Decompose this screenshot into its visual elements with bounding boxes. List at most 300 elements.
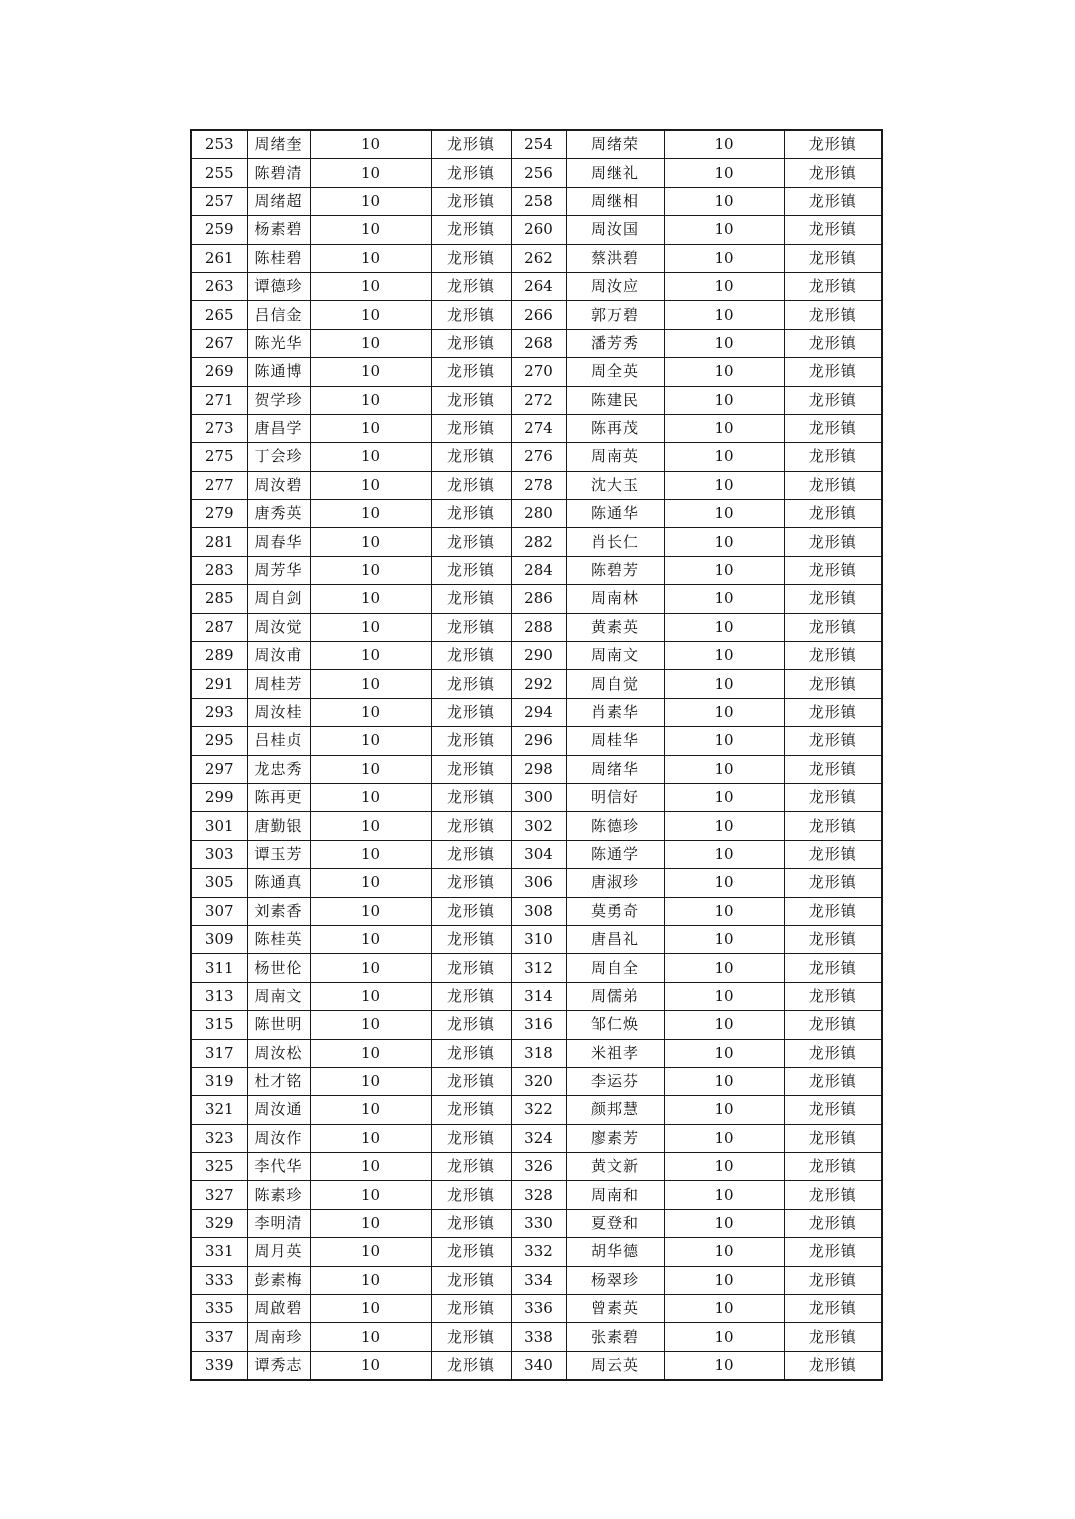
cell-seq-number: 331 [191, 1238, 247, 1266]
cell-name: 莫勇奇 [566, 897, 664, 925]
cell-town: 龙形镇 [431, 386, 511, 414]
cell-amount: 10 [664, 301, 784, 329]
cell-name: 周绪荣 [566, 130, 664, 159]
cell-amount: 10 [664, 1011, 784, 1039]
cell-town: 龙形镇 [784, 500, 882, 528]
cell-name: 丁会珍 [247, 443, 310, 471]
table-row [191, 443, 882, 471]
cell-name: 周芳华 [247, 556, 310, 584]
cell-town: 龙形镇 [431, 869, 511, 897]
cell-town: 龙形镇 [784, 1323, 882, 1351]
cell-name: 周汝作 [247, 1124, 310, 1152]
cell-name: 周南文 [247, 982, 310, 1010]
cell-amount: 10 [310, 755, 431, 783]
cell-seq-number: 289 [191, 642, 247, 670]
cell-town: 龙形镇 [784, 358, 882, 386]
cell-amount: 10 [664, 556, 784, 584]
cell-town: 龙形镇 [431, 1181, 511, 1209]
cell-town: 龙形镇 [784, 244, 882, 272]
cell-name: 周南珍 [247, 1323, 310, 1351]
cell-amount: 10 [310, 698, 431, 726]
cell-amount: 10 [310, 727, 431, 755]
cell-amount: 10 [310, 130, 431, 159]
cell-amount: 10 [310, 613, 431, 641]
cell-seq-number: 291 [191, 670, 247, 698]
cell-seq-number: 308 [511, 897, 566, 925]
cell-seq-number: 300 [511, 783, 566, 811]
table-row [191, 925, 882, 953]
table-row [191, 1323, 882, 1351]
cell-amount: 10 [664, 528, 784, 556]
cell-amount: 10 [664, 187, 784, 215]
cell-town: 龙形镇 [784, 386, 882, 414]
cell-name: 陈通学 [566, 840, 664, 868]
cell-town: 龙形镇 [784, 1181, 882, 1209]
cell-seq-number: 275 [191, 443, 247, 471]
cell-town: 龙形镇 [431, 585, 511, 613]
cell-amount: 10 [664, 869, 784, 897]
cell-town: 龙形镇 [431, 301, 511, 329]
cell-name: 周春华 [247, 528, 310, 556]
cell-amount: 10 [664, 216, 784, 244]
cell-name: 陈再更 [247, 783, 310, 811]
cell-amount: 10 [664, 130, 784, 159]
cell-amount: 10 [664, 1238, 784, 1266]
table-row [191, 358, 882, 386]
cell-town: 龙形镇 [431, 443, 511, 471]
cell-name: 周汝应 [566, 272, 664, 300]
cell-amount: 10 [664, 159, 784, 187]
cell-amount: 10 [310, 1323, 431, 1351]
cell-amount: 10 [310, 1266, 431, 1294]
cell-town: 龙形镇 [431, 1011, 511, 1039]
cell-name: 周汝觉 [247, 613, 310, 641]
cell-name: 唐勤银 [247, 812, 310, 840]
table-row [191, 1238, 882, 1266]
cell-name: 周南和 [566, 1181, 664, 1209]
cell-town: 龙形镇 [784, 301, 882, 329]
cell-name: 周自剑 [247, 585, 310, 613]
cell-name: 唐昌礼 [566, 925, 664, 953]
cell-seq-number: 339 [191, 1351, 247, 1380]
cell-seq-number: 323 [191, 1124, 247, 1152]
cell-seq-number: 253 [191, 130, 247, 159]
cell-amount: 10 [310, 216, 431, 244]
cell-name: 周南英 [566, 443, 664, 471]
cell-name: 陈再茂 [566, 414, 664, 442]
cell-town: 龙形镇 [784, 443, 882, 471]
cell-amount: 10 [664, 642, 784, 670]
roster-body [191, 130, 882, 1380]
cell-seq-number: 254 [511, 130, 566, 159]
table-row [191, 528, 882, 556]
cell-seq-number: 268 [511, 329, 566, 357]
cell-name: 蔡洪碧 [566, 244, 664, 272]
cell-seq-number: 255 [191, 159, 247, 187]
cell-town: 龙形镇 [784, 727, 882, 755]
cell-seq-number: 303 [191, 840, 247, 868]
table-row [191, 272, 882, 300]
cell-amount: 10 [664, 897, 784, 925]
table-row [191, 1209, 882, 1237]
cell-amount: 10 [310, 1209, 431, 1237]
cell-amount: 10 [310, 1039, 431, 1067]
cell-town: 龙形镇 [784, 528, 882, 556]
table-row [191, 698, 882, 726]
cell-town: 龙形镇 [431, 982, 511, 1010]
cell-town: 龙形镇 [784, 613, 882, 641]
cell-amount: 10 [664, 613, 784, 641]
cell-amount: 10 [310, 1181, 431, 1209]
cell-seq-number: 333 [191, 1266, 247, 1294]
cell-seq-number: 257 [191, 187, 247, 215]
cell-town: 龙形镇 [431, 159, 511, 187]
cell-name: 邹仁焕 [566, 1011, 664, 1039]
cell-seq-number: 295 [191, 727, 247, 755]
cell-town: 龙形镇 [784, 755, 882, 783]
table-row [191, 982, 882, 1010]
cell-amount: 10 [310, 869, 431, 897]
cell-name: 彭素梅 [247, 1266, 310, 1294]
cell-town: 龙形镇 [431, 698, 511, 726]
cell-amount: 10 [310, 1295, 431, 1323]
cell-seq-number: 272 [511, 386, 566, 414]
cell-name: 郭万碧 [566, 301, 664, 329]
table-row [191, 812, 882, 840]
cell-town: 龙形镇 [784, 1351, 882, 1380]
table-row [191, 556, 882, 584]
cell-amount: 10 [664, 1351, 784, 1380]
cell-seq-number: 274 [511, 414, 566, 442]
cell-seq-number: 270 [511, 358, 566, 386]
cell-town: 龙形镇 [784, 1096, 882, 1124]
cell-amount: 10 [664, 783, 784, 811]
cell-seq-number: 334 [511, 1266, 566, 1294]
cell-amount: 10 [310, 358, 431, 386]
cell-seq-number: 307 [191, 897, 247, 925]
cell-seq-number: 271 [191, 386, 247, 414]
cell-name: 陈碧芳 [566, 556, 664, 584]
cell-town: 龙形镇 [431, 244, 511, 272]
cell-name: 周汝甫 [247, 642, 310, 670]
cell-town: 龙形镇 [431, 130, 511, 159]
cell-town: 龙形镇 [431, 727, 511, 755]
cell-town: 龙形镇 [431, 1209, 511, 1237]
table-row [191, 1295, 882, 1323]
cell-town: 龙形镇 [784, 187, 882, 215]
cell-town: 龙形镇 [784, 414, 882, 442]
cell-seq-number: 304 [511, 840, 566, 868]
table-row [191, 159, 882, 187]
cell-seq-number: 298 [511, 755, 566, 783]
cell-town: 龙形镇 [431, 329, 511, 357]
cell-name: 夏登和 [566, 1209, 664, 1237]
cell-town: 龙形镇 [784, 1266, 882, 1294]
cell-amount: 10 [310, 670, 431, 698]
table-row [191, 187, 882, 215]
cell-town: 龙形镇 [431, 528, 511, 556]
cell-name: 贺学珍 [247, 386, 310, 414]
cell-amount: 10 [664, 982, 784, 1010]
cell-amount: 10 [664, 244, 784, 272]
cell-amount: 10 [664, 386, 784, 414]
cell-amount: 10 [664, 1153, 784, 1181]
cell-town: 龙形镇 [784, 216, 882, 244]
cell-seq-number: 337 [191, 1323, 247, 1351]
cell-name: 杨翠珍 [566, 1266, 664, 1294]
cell-town: 龙形镇 [431, 471, 511, 499]
cell-town: 龙形镇 [784, 982, 882, 1010]
cell-town: 龙形镇 [431, 1351, 511, 1380]
table-row [191, 414, 882, 442]
cell-seq-number: 290 [511, 642, 566, 670]
cell-seq-number: 332 [511, 1238, 566, 1266]
cell-amount: 10 [310, 159, 431, 187]
cell-seq-number: 296 [511, 727, 566, 755]
cell-amount: 10 [664, 1209, 784, 1237]
cell-amount: 10 [310, 1153, 431, 1181]
cell-seq-number: 281 [191, 528, 247, 556]
cell-amount: 10 [310, 329, 431, 357]
cell-name: 周桂芳 [247, 670, 310, 698]
cell-seq-number: 299 [191, 783, 247, 811]
cell-seq-number: 306 [511, 869, 566, 897]
cell-seq-number: 277 [191, 471, 247, 499]
cell-town: 龙形镇 [431, 925, 511, 953]
cell-town: 龙形镇 [431, 812, 511, 840]
cell-amount: 10 [310, 1238, 431, 1266]
cell-amount: 10 [664, 1067, 784, 1095]
cell-name: 颜邦慧 [566, 1096, 664, 1124]
cell-amount: 10 [664, 500, 784, 528]
cell-amount: 10 [664, 414, 784, 442]
table-row [191, 783, 882, 811]
cell-name: 陈世明 [247, 1011, 310, 1039]
cell-amount: 10 [310, 187, 431, 215]
cell-seq-number: 338 [511, 1323, 566, 1351]
cell-name: 周汝桂 [247, 698, 310, 726]
cell-amount: 10 [664, 840, 784, 868]
cell-name: 吕信金 [247, 301, 310, 329]
cell-amount: 10 [310, 585, 431, 613]
cell-amount: 10 [664, 358, 784, 386]
table-row [191, 1124, 882, 1152]
cell-amount: 10 [664, 755, 784, 783]
table-row [191, 1039, 882, 1067]
cell-amount: 10 [310, 954, 431, 982]
cell-seq-number: 313 [191, 982, 247, 1010]
cell-name: 周汝松 [247, 1039, 310, 1067]
table-row [191, 216, 882, 244]
cell-name: 周绪华 [566, 755, 664, 783]
cell-name: 陈通博 [247, 358, 310, 386]
cell-name: 明信好 [566, 783, 664, 811]
cell-name: 李代华 [247, 1153, 310, 1181]
cell-name: 廖素芳 [566, 1124, 664, 1152]
cell-amount: 10 [664, 1181, 784, 1209]
cell-name: 周绪奎 [247, 130, 310, 159]
cell-town: 龙形镇 [431, 1266, 511, 1294]
cell-amount: 10 [664, 954, 784, 982]
cell-seq-number: 316 [511, 1011, 566, 1039]
cell-name: 陈德珍 [566, 812, 664, 840]
cell-name: 周汝碧 [247, 471, 310, 499]
cell-town: 龙形镇 [784, 1295, 882, 1323]
cell-town: 龙形镇 [431, 1295, 511, 1323]
cell-town: 龙形镇 [784, 925, 882, 953]
table-row [191, 1011, 882, 1039]
cell-name: 周月英 [247, 1238, 310, 1266]
cell-name: 陈素珍 [247, 1181, 310, 1209]
table-row [191, 130, 882, 159]
cell-seq-number: 324 [511, 1124, 566, 1152]
cell-seq-number: 305 [191, 869, 247, 897]
cell-name: 周汝通 [247, 1096, 310, 1124]
cell-name: 谭秀志 [247, 1351, 310, 1380]
cell-seq-number: 263 [191, 272, 247, 300]
cell-amount: 10 [664, 1295, 784, 1323]
cell-name: 唐昌学 [247, 414, 310, 442]
cell-seq-number: 266 [511, 301, 566, 329]
cell-amount: 10 [310, 642, 431, 670]
cell-town: 龙形镇 [784, 1011, 882, 1039]
cell-amount: 10 [664, 698, 784, 726]
cell-town: 龙形镇 [784, 1209, 882, 1237]
cell-town: 龙形镇 [784, 1238, 882, 1266]
table-row [191, 471, 882, 499]
table-row [191, 670, 882, 698]
cell-seq-number: 330 [511, 1209, 566, 1237]
cell-seq-number: 293 [191, 698, 247, 726]
cell-seq-number: 329 [191, 1209, 247, 1237]
cell-seq-number: 284 [511, 556, 566, 584]
cell-town: 龙形镇 [431, 556, 511, 584]
cell-town: 龙形镇 [431, 1153, 511, 1181]
cell-amount: 10 [310, 1096, 431, 1124]
cell-town: 龙形镇 [784, 670, 882, 698]
cell-town: 龙形镇 [431, 1124, 511, 1152]
cell-name: 陈建民 [566, 386, 664, 414]
cell-seq-number: 336 [511, 1295, 566, 1323]
cell-seq-number: 327 [191, 1181, 247, 1209]
cell-town: 龙形镇 [784, 642, 882, 670]
cell-amount: 10 [310, 244, 431, 272]
cell-seq-number: 328 [511, 1181, 566, 1209]
cell-name: 唐淑珍 [566, 869, 664, 897]
cell-name: 胡华德 [566, 1238, 664, 1266]
cell-amount: 10 [310, 471, 431, 499]
cell-amount: 10 [664, 329, 784, 357]
cell-seq-number: 269 [191, 358, 247, 386]
table-row [191, 897, 882, 925]
cell-town: 龙形镇 [784, 954, 882, 982]
cell-amount: 10 [664, 1323, 784, 1351]
cell-amount: 10 [310, 528, 431, 556]
cell-amount: 10 [310, 925, 431, 953]
cell-town: 龙形镇 [784, 329, 882, 357]
table-row [191, 500, 882, 528]
cell-name: 肖长仁 [566, 528, 664, 556]
cell-name: 陈光华 [247, 329, 310, 357]
cell-name: 周继礼 [566, 159, 664, 187]
cell-amount: 10 [310, 783, 431, 811]
cell-seq-number: 276 [511, 443, 566, 471]
cell-town: 龙形镇 [431, 1323, 511, 1351]
cell-seq-number: 310 [511, 925, 566, 953]
cell-town: 龙形镇 [784, 130, 882, 159]
cell-seq-number: 326 [511, 1153, 566, 1181]
cell-seq-number: 273 [191, 414, 247, 442]
cell-amount: 10 [310, 982, 431, 1010]
cell-seq-number: 279 [191, 500, 247, 528]
cell-amount: 10 [664, 727, 784, 755]
table-row [191, 1181, 882, 1209]
cell-seq-number: 340 [511, 1351, 566, 1380]
cell-town: 龙形镇 [431, 783, 511, 811]
table-row [191, 386, 882, 414]
cell-town: 龙形镇 [784, 1067, 882, 1095]
cell-amount: 10 [664, 1039, 784, 1067]
table-row [191, 954, 882, 982]
cell-seq-number: 264 [511, 272, 566, 300]
cell-name: 刘素香 [247, 897, 310, 925]
cell-name: 米祖孝 [566, 1039, 664, 1067]
cell-name: 周自全 [566, 954, 664, 982]
table-row [191, 1096, 882, 1124]
cell-name: 杨世伦 [247, 954, 310, 982]
cell-town: 龙形镇 [431, 414, 511, 442]
cell-seq-number: 325 [191, 1153, 247, 1181]
cell-seq-number: 267 [191, 329, 247, 357]
cell-amount: 10 [310, 812, 431, 840]
cell-town: 龙形镇 [431, 1039, 511, 1067]
cell-name: 杜才铭 [247, 1067, 310, 1095]
cell-name: 周儒弟 [566, 982, 664, 1010]
cell-town: 龙形镇 [431, 613, 511, 641]
cell-name: 潘芳秀 [566, 329, 664, 357]
cell-name: 周绪超 [247, 187, 310, 215]
cell-amount: 10 [664, 812, 784, 840]
cell-name: 吕桂贞 [247, 727, 310, 755]
cell-town: 龙形镇 [784, 1153, 882, 1181]
cell-seq-number: 322 [511, 1096, 566, 1124]
cell-name: 沈大玉 [566, 471, 664, 499]
cell-amount: 10 [664, 1266, 784, 1294]
cell-seq-number: 294 [511, 698, 566, 726]
cell-seq-number: 315 [191, 1011, 247, 1039]
cell-seq-number: 260 [511, 216, 566, 244]
cell-name: 杨素碧 [247, 216, 310, 244]
cell-name: 陈碧清 [247, 159, 310, 187]
cell-name: 黄素英 [566, 613, 664, 641]
cell-amount: 10 [310, 556, 431, 584]
cell-seq-number: 311 [191, 954, 247, 982]
cell-seq-number: 319 [191, 1067, 247, 1095]
cell-seq-number: 301 [191, 812, 247, 840]
cell-name: 周南文 [566, 642, 664, 670]
cell-amount: 10 [310, 272, 431, 300]
cell-amount: 10 [664, 925, 784, 953]
cell-seq-number: 258 [511, 187, 566, 215]
cell-town: 龙形镇 [431, 272, 511, 300]
cell-town: 龙形镇 [784, 812, 882, 840]
cell-name: 周啟碧 [247, 1295, 310, 1323]
table-row [191, 727, 882, 755]
table-row [191, 329, 882, 357]
cell-seq-number: 318 [511, 1039, 566, 1067]
cell-name: 周汝国 [566, 216, 664, 244]
cell-name: 张素碧 [566, 1323, 664, 1351]
